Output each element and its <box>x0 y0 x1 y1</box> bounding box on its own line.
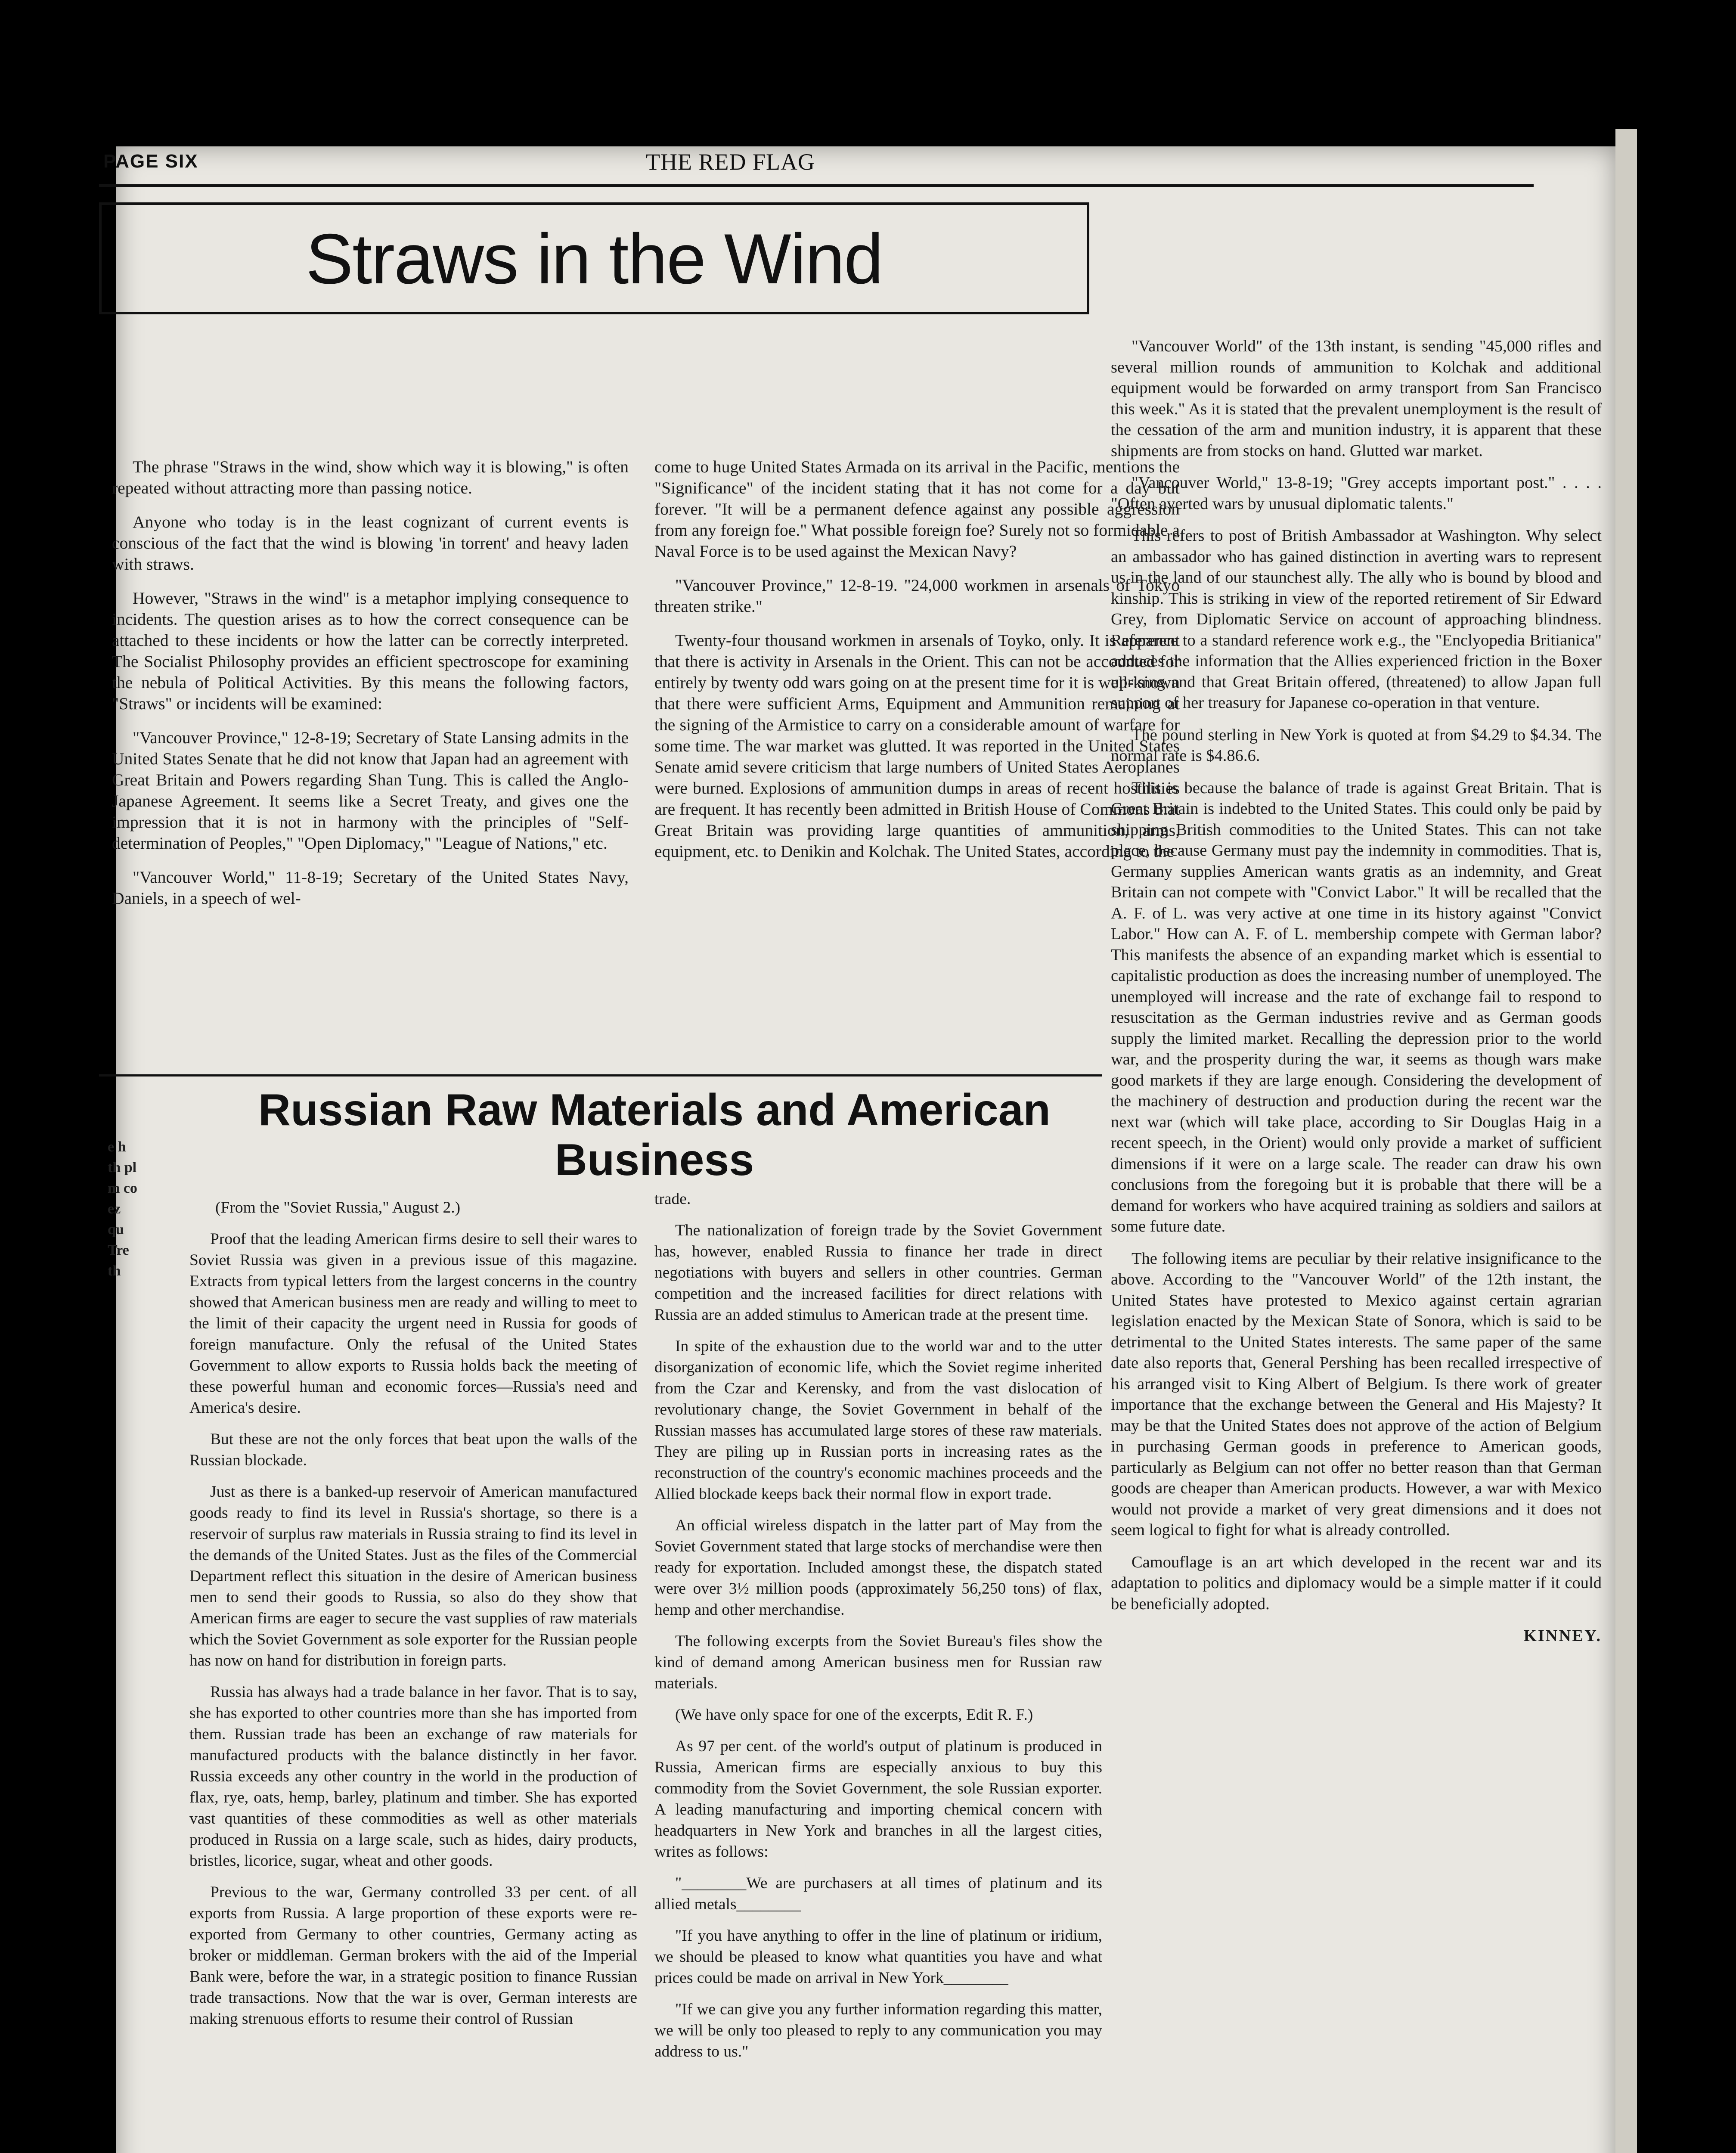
quote-paragraph: "If you have anything to offer in the line of platinum or iridium, we should be pleased to know what quantities you have and what prices could be made on arrival in New York________ <box>654 1927 1102 1987</box>
paragraph: This is because the balance of trade is against Great Britain. That is Great Britain is indebted to the United States. This could only be paid by shipping British commodities to the United States. This can not take place, because Germany must pay the indemnity in commodities. That is, Germany supplies American wants gratis as an indemnity, and Great Britain can not compete with "Convict Labor." It will be recalled that the A. F. of L. was very active at one time in its history against "Convict Labor." How can A. F. of L. membership compete with German labor? This manifests the absence of an expanding market which is essential to capitalistic production as does the increasing number of unemployed. The unemployed will increase and the rate of exchange fail to respond to resuscitation as the German industries revive and as German goods supply the limited market. Recalling the depression prior to the world war, and the prosperity during the war, it seems as though wars make good markets if they are large enough. Considering the development of the machinery of destruction and production during the recent war the next war (which will take place, according to Sir Douglas Haig in a recent speech, in the Orient) would only provide a market of sufficient dimensions if it were on a large scale. The reader can draw his own conclusions from the foregoing but it is probable that there will be a demand for workers who have acquired training as soldiers and sailors at some future date. <box>1111 779 1602 1235</box>
paragraph: The following items are peculiar by their relative insignificance to the above. According to the "Vancouver World" of the 12th instant, the United States have protested to Mexico against certain agrarian legislation enacted by the Mexican State of Sonora, which is said to be detrimental to the United States interests. The same paper of the same date also reports that, General Pershing has been recalled irrespective of his arranged visit to King Albert of Belgium. Is there work of greater importance that the exchange between the General and His Majesty? It may be that the United States does not approve of the action of Belgium in purchasing German goods in preference to American goods, particularly as Belgium can not offer no better reason than that German goods are cheaper than American products. However, a war with Mexico would not provide a market of very great dimensions and it does not seem logical to fight for what is already controlled. <box>1111 1249 1602 1539</box>
article-divider <box>99 1074 1102 1076</box>
paragraph: In spite of the exhaustion due to the world war and to the utter disorganization of economic life, which the Soviet regime inherited from the Czar and Kerensky, and from the vast dislocation of revolutionary change, the Soviet Government in behalf of the Russian masses has accumulated large stores of these raw materials. They are piling up in Russian ports in increasing rates as the reconstruction of the country's economic machines proceeds and the Allied blockade keeps back their normal flow in export trade. <box>654 1337 1102 1503</box>
paragraph: Russia has always had a trade balance in her favor. That is to say, she has exported to other countries more than she has imported from them. Russian trade has been an exchange of raw materials for manufactured products with the balance distinctly in her favor. Russia exceeds any other country in the world in the production of flax, rye, oats, hemp, barley, platinum and timber. She has exported vast quantities of these commodities as well as other materials produced in Russia on a large scale, such as hides, dairy products, bristles, licorice, sugar, wheat and other goods. <box>189 1683 637 1870</box>
article1-column-2 <box>654 456 1180 1068</box>
paragraph: The phrase "Straws in the wind, show which way it is blowing," is often repeated without attracting more than passing notice. <box>112 457 629 497</box>
paragraph: An official wireless dispatch in the latter part of May from the Soviet Government stated that large stocks of merchandise were then ready for exportation. Included amongst these, the dispatch stated were over 3½ million poods (approximately 56,250 tons) of flax, hemp and other merchandise. <box>654 1517 1102 1619</box>
paragraph: come to huge United States Armada on its arrival in the Pacific, mentions the "Significance" of the incident stating that it has not come for a day but forever. "It will be a permanent defence against any possible aggression from any foreign foe." What possible foreign foe? Surely not so formidable a Naval Force is to be used against the Mexican Navy? <box>654 457 1180 561</box>
paragraph: "Vancouver Province," 12-8-19; Secretary of State Lansing admits in the United States Senate that he did not know that Japan had an agreement with Great Britain and Powers regarding Shan Tung. This is called the Anglo-Japanese Agreement. It seems like a Secret Treaty, and gives one the impression that it is not in harmony with the principles of "Self-determination of Peoples," "Open Diplomacy," "League of Nations," etc. <box>112 728 629 853</box>
article2-column-2 <box>654 1188 1102 2153</box>
paragraph: The following excerpts from the Soviet Bureau's files show the kind of demand among American business men for Russian raw materials. <box>654 1632 1102 1692</box>
source-line: (From the "Soviet Russia," August 2.) <box>215 1199 461 1216</box>
paragraph: "Vancouver Province," 12-8-19. "24,000 workmen in arsenals of Tokyo threaten strike." <box>654 576 1180 616</box>
page-edge <box>1615 129 1637 2153</box>
article1-title: Straws in the Wind <box>306 219 883 298</box>
paragraph: Twenty-four thousand workmen in arsenals of Toyko, only. It is apparent that there is activity in Arsenals in the Orient. This can not be accounted for entirely by twenty odd wars going on at the present time for it is well-known that there were sufficient Arms, Equipment and Ammunition remaining at the signing of the Armistice to carry on a considerable amount of warfare for some time. The war market was glutted. It was reported in the United States Senate amid severe criticism that large numbers of United States Aeroplanes were burned. Explosions of ammunition dumps in areas of recent hostilities are frequent. It has recently been admitted in British House of Commons that Great Britain was providing large quantities of ammunition, arms, equipment, etc. to Denikin and Kolchak. The United States, according to the <box>654 631 1180 861</box>
paragraph: But these are not the only forces that beat upon the walls of the Russian blockade. <box>189 1430 637 1469</box>
paragraph: "Vancouver World," 13-8-19; "Grey accepts important post." . . . . "Often averted wars by unusual diplomatic talents." <box>1111 474 1602 513</box>
paragraph: Camouflage is an art which developed in the recent war and its adaptation to politics and diplomacy would be a simple matter if it could be beneficially adopted. <box>1111 1553 1602 1613</box>
paragraph: As 97 per cent. of the world's output of platinum is produced in Russia, American firms are especially anxious to buy this commodity from the Soviet Government, the sole Russian exporter. A leading manufacturing and importing chemical concern with headquarters in New York and branches in all the largest cities, writes as follows: <box>654 1737 1102 1861</box>
paragraph: Proof that the leading American firms desire to sell their wares to Soviet Russia was given in a previous issue of this magazine. Extracts from typical letters from the largest concerns in the country showed that American business men are ready and willing to meet to the limit of their capacity the urgent need in Russia for goods of foreign manufacture. Only the refusal of the United States Government to allow exports to Russia holds back the meeting of these powerful human and economic forces—Russia's need and America's desire. <box>189 1230 637 1417</box>
paragraph: trade. <box>654 1190 691 1208</box>
article1-title-box <box>99 202 1089 314</box>
paragraph: "Vancouver World" of the 13th instant, is sending "45,000 rifles and several million rounds of ammunition to Kolchak and additional equipment would be forwarded on army transport from San Francisco this week." As it is stated that the prevalent unemployment is the result of the cessation of the arm and munition industry, it is apparent that these shipments are from stocks on hand. Glutted war market. <box>1111 337 1602 460</box>
article1-column-3 <box>1111 336 1602 2153</box>
paragraph: The nationalization of foreign trade by the Soviet Government has, however, enabled Russia to finance her trade in direct negotiations with buyers and sellers in other countries. German competition and the increased facilities for direct relations with Russia are an added stimulus to American trade at the present time. <box>654 1222 1102 1324</box>
article2-title: Russian Raw Materials and American Business <box>258 1085 1051 1185</box>
paragraph: (We have only space for one of the excerpts, Edit R. F.) <box>675 1706 1033 1724</box>
paragraph: "Vancouver World," 11-8-19; Secretary of the United States Navy, Daniels, in a speech of wel- <box>112 868 629 908</box>
quote-paragraph: "________We are purchasers at all times of platinum and its allied metals________ <box>654 1874 1102 1913</box>
quote-paragraph: "If we can give you any further information regarding this matter, we will be only too pleased to reply to any communication you may address to us." <box>654 2001 1102 2060</box>
paragraph: This refers to post of British Ambassador at Washington. Why select an ambassador who has gained distinction in averting wars to represent us in the land of our staunchest ally. The ally who is bound by blood and kinship. This is striking in view of the reported retirement of Sir Edward Grey, from Diplomatic Service on account of approaching blindness. Reference to a standard reference work e.g., the "Enclyopedia Britianica" adduces the information that the Allies experienced friction in the Boxer uprising and that Great Britain offered, (threatened) to allow Japan full support of her treasury for Japanese co-operation in that venture. <box>1111 527 1602 712</box>
margin-fragment: e h th pl m co ez qu Tre th <box>108 1139 137 1279</box>
paragraph: The pound sterling in New York is quoted at from $4.29 to $4.34. The normal rate is $4.86.6. <box>1111 726 1602 765</box>
paragraph: Just as there is a banked-up reservoir of American manufactured goods ready to find its level in Russia's shortage, so there is a reservoir of surplus raw materials in Russia straing to find its level in the demands of the United States. Just as the files of the Commercial Department reflect this situation in the desire of American business men to send their goods to Russia, so also do they show that American firms are eager to secure the vast supplies of raw materials which the Soviet Government as sole exporter for the Russian people has now on hand for distribution in foreign parts. <box>189 1483 637 1669</box>
newspaper-name: THE RED FLAG <box>646 149 815 175</box>
article2-column-1 <box>189 1197 637 2153</box>
paragraph: Anyone who today is in the least cognizant of current events is conscious of the fact that the wind is blowing 'in torrent' and heavy laden with straws. <box>112 512 629 574</box>
page-label: PAGE SIX <box>103 151 198 172</box>
header-rule <box>99 184 1534 187</box>
article1-column-1 <box>112 456 629 1068</box>
paragraph: Previous to the war, Germany controlled 33 per cent. of all exports from Russia. A large proportion of these exports were re-exported from Germany to other countries, Germany acting as broker or middleman. German brokers with the aid of the Imperial Bank were, before the war, in a strategic position to finance Russian trade transactions. Now that the war is over, German interests are making strenuous efforts to resume their control of Russian <box>189 1883 637 2028</box>
signature: KINNEY. <box>1523 1627 1602 1645</box>
paragraph: However, "Straws in the wind" is a metaphor implying consequence to incidents. The question arises as to how the correct consequence can be attached to these incidents or how the latter can be correctly interpreted. The Socialist Philosophy provides an efficient spectroscope for examining the nebula of Political Activities. By this means the following factors, "Straws" or incidents will be examined: <box>112 589 629 713</box>
